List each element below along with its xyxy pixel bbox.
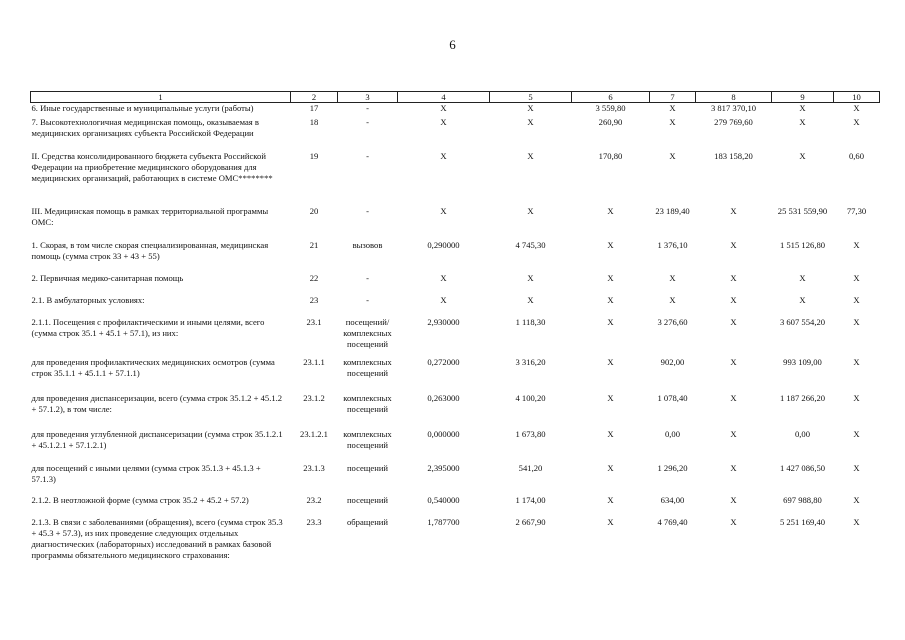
row-value: X (669, 103, 676, 113)
row-value: 1 118,30 (515, 317, 546, 327)
row-value: X (607, 357, 614, 367)
table-row (31, 393, 880, 429)
row-value: 4 769,40 (657, 517, 688, 527)
row-value: 3 276,60 (657, 317, 688, 327)
row-value: X (853, 393, 860, 403)
table-header-row (31, 92, 880, 103)
row-value: X (730, 206, 737, 216)
table-row (31, 463, 880, 495)
row-value: X (607, 495, 614, 505)
row-value: X (440, 295, 447, 305)
column-number: 7 (650, 92, 696, 103)
row-value: X (440, 103, 447, 113)
row-value: 1 187 266,20 (779, 393, 826, 403)
column-number: 1 (31, 92, 291, 103)
data-table (30, 91, 880, 573)
row-value: 1 174,00 (515, 495, 546, 505)
table-row (31, 117, 880, 151)
column-number: 6 (572, 92, 650, 103)
row-value: X (730, 273, 737, 283)
row-unit: комплексных посещений (343, 429, 392, 450)
row-value: X (799, 117, 806, 127)
row-value: X (527, 103, 534, 113)
row-value: 170,80 (598, 151, 623, 161)
row-value: 3 316,20 (515, 357, 546, 367)
row-value: X (853, 357, 860, 367)
row-value: X (669, 273, 676, 283)
row-value: 0,290000 (427, 240, 460, 250)
row-description: 6. Иные государственные и муниципальные услуги (работы) (31, 103, 254, 113)
row-value: X (669, 151, 676, 161)
row-description: 2. Первичная медико-санитарная помощь (31, 273, 184, 283)
row-line-number: 23.1.2.1 (300, 429, 328, 439)
row-unit: обращений (346, 517, 388, 527)
row-value: 993 109,00 (783, 357, 822, 367)
row-value: X (799, 273, 806, 283)
row-value: X (730, 463, 737, 473)
row-unit: - (366, 151, 369, 161)
row-value: X (527, 273, 534, 283)
row-value: X (730, 357, 737, 367)
row-value: 0,540000 (427, 495, 460, 505)
row-value: 260,90 (598, 117, 623, 127)
row-description: II. Средства консолидированного бюджета субъекта Российской Федерации на приобретение медицинского оборудования для медицинских организаций, работающих в системе ОМС******** (31, 151, 273, 183)
row-value: 2,395000 (427, 463, 460, 473)
row-line-number: 23.1 (306, 317, 322, 327)
column-number: 9 (772, 92, 834, 103)
row-value: X (440, 151, 447, 161)
row-value: X (607, 206, 614, 216)
row-value: X (799, 151, 806, 161)
row-value: 0,000000 (427, 429, 460, 439)
row-unit: посещений/ комплексных посещений (343, 317, 392, 349)
column-number: 2 (291, 92, 338, 103)
row-value: 634,00 (660, 495, 685, 505)
row-line-number: 23.1.1 (303, 357, 325, 367)
row-value: 4 100,20 (515, 393, 546, 403)
row-description: для проведения диспансеризации, всего (сумма строк 35.1.2 + 45.1.2 + 57.1.2), в том числе: (31, 393, 283, 414)
row-line-number: 20 (309, 206, 319, 216)
row-value: X (853, 495, 860, 505)
row-value: X (607, 429, 614, 439)
row-value: X (607, 295, 614, 305)
row-value: X (799, 103, 806, 113)
row-value: 23 189,40 (655, 206, 690, 216)
row-value: X (607, 393, 614, 403)
row-description: 2.1.3. В связи с заболеваниями (обращения), всего (сумма строк 35.3 + 45.3 + 57.3), из них проведение следующих отдельных диагностических (лабораторных) исследований в рамках базовой программы обязательного медицинского страхования: (31, 517, 283, 560)
row-value: X (853, 517, 860, 527)
row-value: X (730, 393, 737, 403)
row-value: 3 559,80 (595, 103, 626, 113)
row-value: X (853, 295, 860, 305)
row-value: 902,00 (660, 357, 685, 367)
table-row (31, 206, 880, 240)
row-value: 0,00 (664, 429, 681, 439)
row-value: X (730, 517, 737, 527)
row-value: X (669, 117, 676, 127)
row-line-number: 23.1.2 (303, 393, 325, 403)
row-value: 2 667,90 (515, 517, 546, 527)
column-number: 10 (834, 92, 880, 103)
row-value: 541,20 (518, 463, 543, 473)
column-number: 3 (338, 92, 398, 103)
row-unit: комплексных посещений (343, 393, 392, 414)
row-value: 1 376,10 (657, 240, 688, 250)
row-unit: - (366, 117, 369, 127)
row-value: 0,272000 (427, 357, 460, 367)
table-row (31, 103, 880, 118)
row-value: X (607, 317, 614, 327)
row-value: X (730, 429, 737, 439)
row-value: 5 251 169,40 (779, 517, 826, 527)
row-value: 1,787700 (427, 517, 460, 527)
row-value: 697 988,80 (783, 495, 822, 505)
row-value: X (607, 463, 614, 473)
row-line-number: 19 (309, 151, 319, 161)
row-value: X (440, 117, 447, 127)
row-unit: комплексных посещений (343, 357, 392, 378)
row-line-number: 22 (309, 273, 319, 283)
row-description: 1. Скорая, в том числе скорая специализированная, медицинская помощь (сумма строк 33 + 43 + 55) (31, 240, 269, 261)
row-value: 1 296,20 (657, 463, 688, 473)
row-value: X (853, 273, 860, 283)
column-number: 5 (490, 92, 572, 103)
table-row (31, 357, 880, 393)
row-line-number: 23.1.3 (303, 463, 325, 473)
row-value: X (853, 463, 860, 473)
row-value: 2,930000 (427, 317, 460, 327)
row-value: X (607, 273, 614, 283)
row-unit: - (366, 206, 369, 216)
row-unit: - (366, 273, 369, 283)
row-value: X (440, 206, 447, 216)
row-line-number: 17 (309, 103, 319, 113)
row-value: X (853, 240, 860, 250)
row-line-number: 23.3 (306, 517, 322, 527)
row-value: X (607, 240, 614, 250)
row-value: X (799, 295, 806, 305)
row-value: 3 817 370,10 (710, 103, 757, 113)
row-line-number: 23.2 (306, 495, 322, 505)
row-value: 4 745,30 (515, 240, 546, 250)
row-unit: посещений (346, 463, 389, 473)
row-value: 3 607 554,20 (779, 317, 826, 327)
row-value: X (730, 495, 737, 505)
row-line-number: 23 (309, 295, 319, 305)
row-value: 1 515 126,80 (779, 240, 826, 250)
row-value: X (527, 151, 534, 161)
row-value: 0,263000 (427, 393, 460, 403)
row-line-number: 21 (309, 240, 319, 250)
table-row (31, 317, 880, 357)
row-value: 77,30 (846, 206, 867, 216)
row-value: 1 078,40 (657, 393, 688, 403)
row-value: X (853, 317, 860, 327)
row-value: 1 427 086,50 (779, 463, 826, 473)
column-number: 8 (696, 92, 772, 103)
row-value: 279 769,60 (714, 117, 753, 127)
row-value: X (527, 295, 534, 305)
row-value: 0,60 (848, 151, 865, 161)
row-value: 0,00 (794, 429, 811, 439)
row-value: X (730, 240, 737, 250)
row-value: X (669, 295, 676, 305)
table-row (31, 495, 880, 517)
row-unit: - (366, 103, 369, 113)
table-row (31, 151, 880, 206)
column-number: 4 (398, 92, 490, 103)
row-description: 7. Высокотехнологичная медицинская помощь, оказываемая в медицинских организациях субъекта Российской Федерации (31, 117, 259, 138)
row-value: X (527, 117, 534, 127)
row-value: 1 673,80 (515, 429, 546, 439)
row-value: X (730, 317, 737, 327)
row-value: 25 531 559,90 (777, 206, 828, 216)
table-row (31, 240, 880, 273)
row-description: 2.1.2. В неотложной форме (сумма строк 35.2 + 45.2 + 57.2) (31, 495, 249, 505)
row-description: для проведения профилактических медицинских осмотров (сумма строк 35.1.1 + 45.1.1 + 57.1.1) (31, 357, 275, 378)
row-description: для проведения углубленной диспансеризации (сумма строк 35.1.2.1 + 45.1.2.1 + 57.1.2.1) (31, 429, 283, 450)
row-description: для посещений с иными целями (сумма строк 35.1.3 + 45.1.3 + 57.1.3) (31, 463, 261, 484)
row-value: X (730, 295, 737, 305)
row-value: X (853, 117, 860, 127)
row-value: X (527, 206, 534, 216)
row-unit: - (366, 295, 369, 305)
table-row (31, 429, 880, 463)
row-value: X (853, 103, 860, 113)
row-unit: вызовов (352, 240, 383, 250)
page-number: 6 (449, 37, 456, 52)
row-description: III. Медицинская помощь в рамках территориальной программы ОМС: (31, 206, 269, 227)
row-line-number: 18 (309, 117, 319, 127)
row-description: 2.1.1. Посещения с профилактическими и иными целями, всего (сумма строк 35.1 + 45.1 + 57.1), из них: (31, 317, 265, 338)
row-description: 2.1. В амбулаторных условиях: (31, 295, 145, 305)
row-value: X (440, 273, 447, 283)
table-row (31, 517, 880, 573)
row-value: 183 158,20 (714, 151, 753, 161)
row-unit: посещений (346, 495, 389, 505)
row-value: X (853, 429, 860, 439)
row-value: X (607, 517, 614, 527)
table-row (31, 295, 880, 317)
table-row (31, 273, 880, 295)
